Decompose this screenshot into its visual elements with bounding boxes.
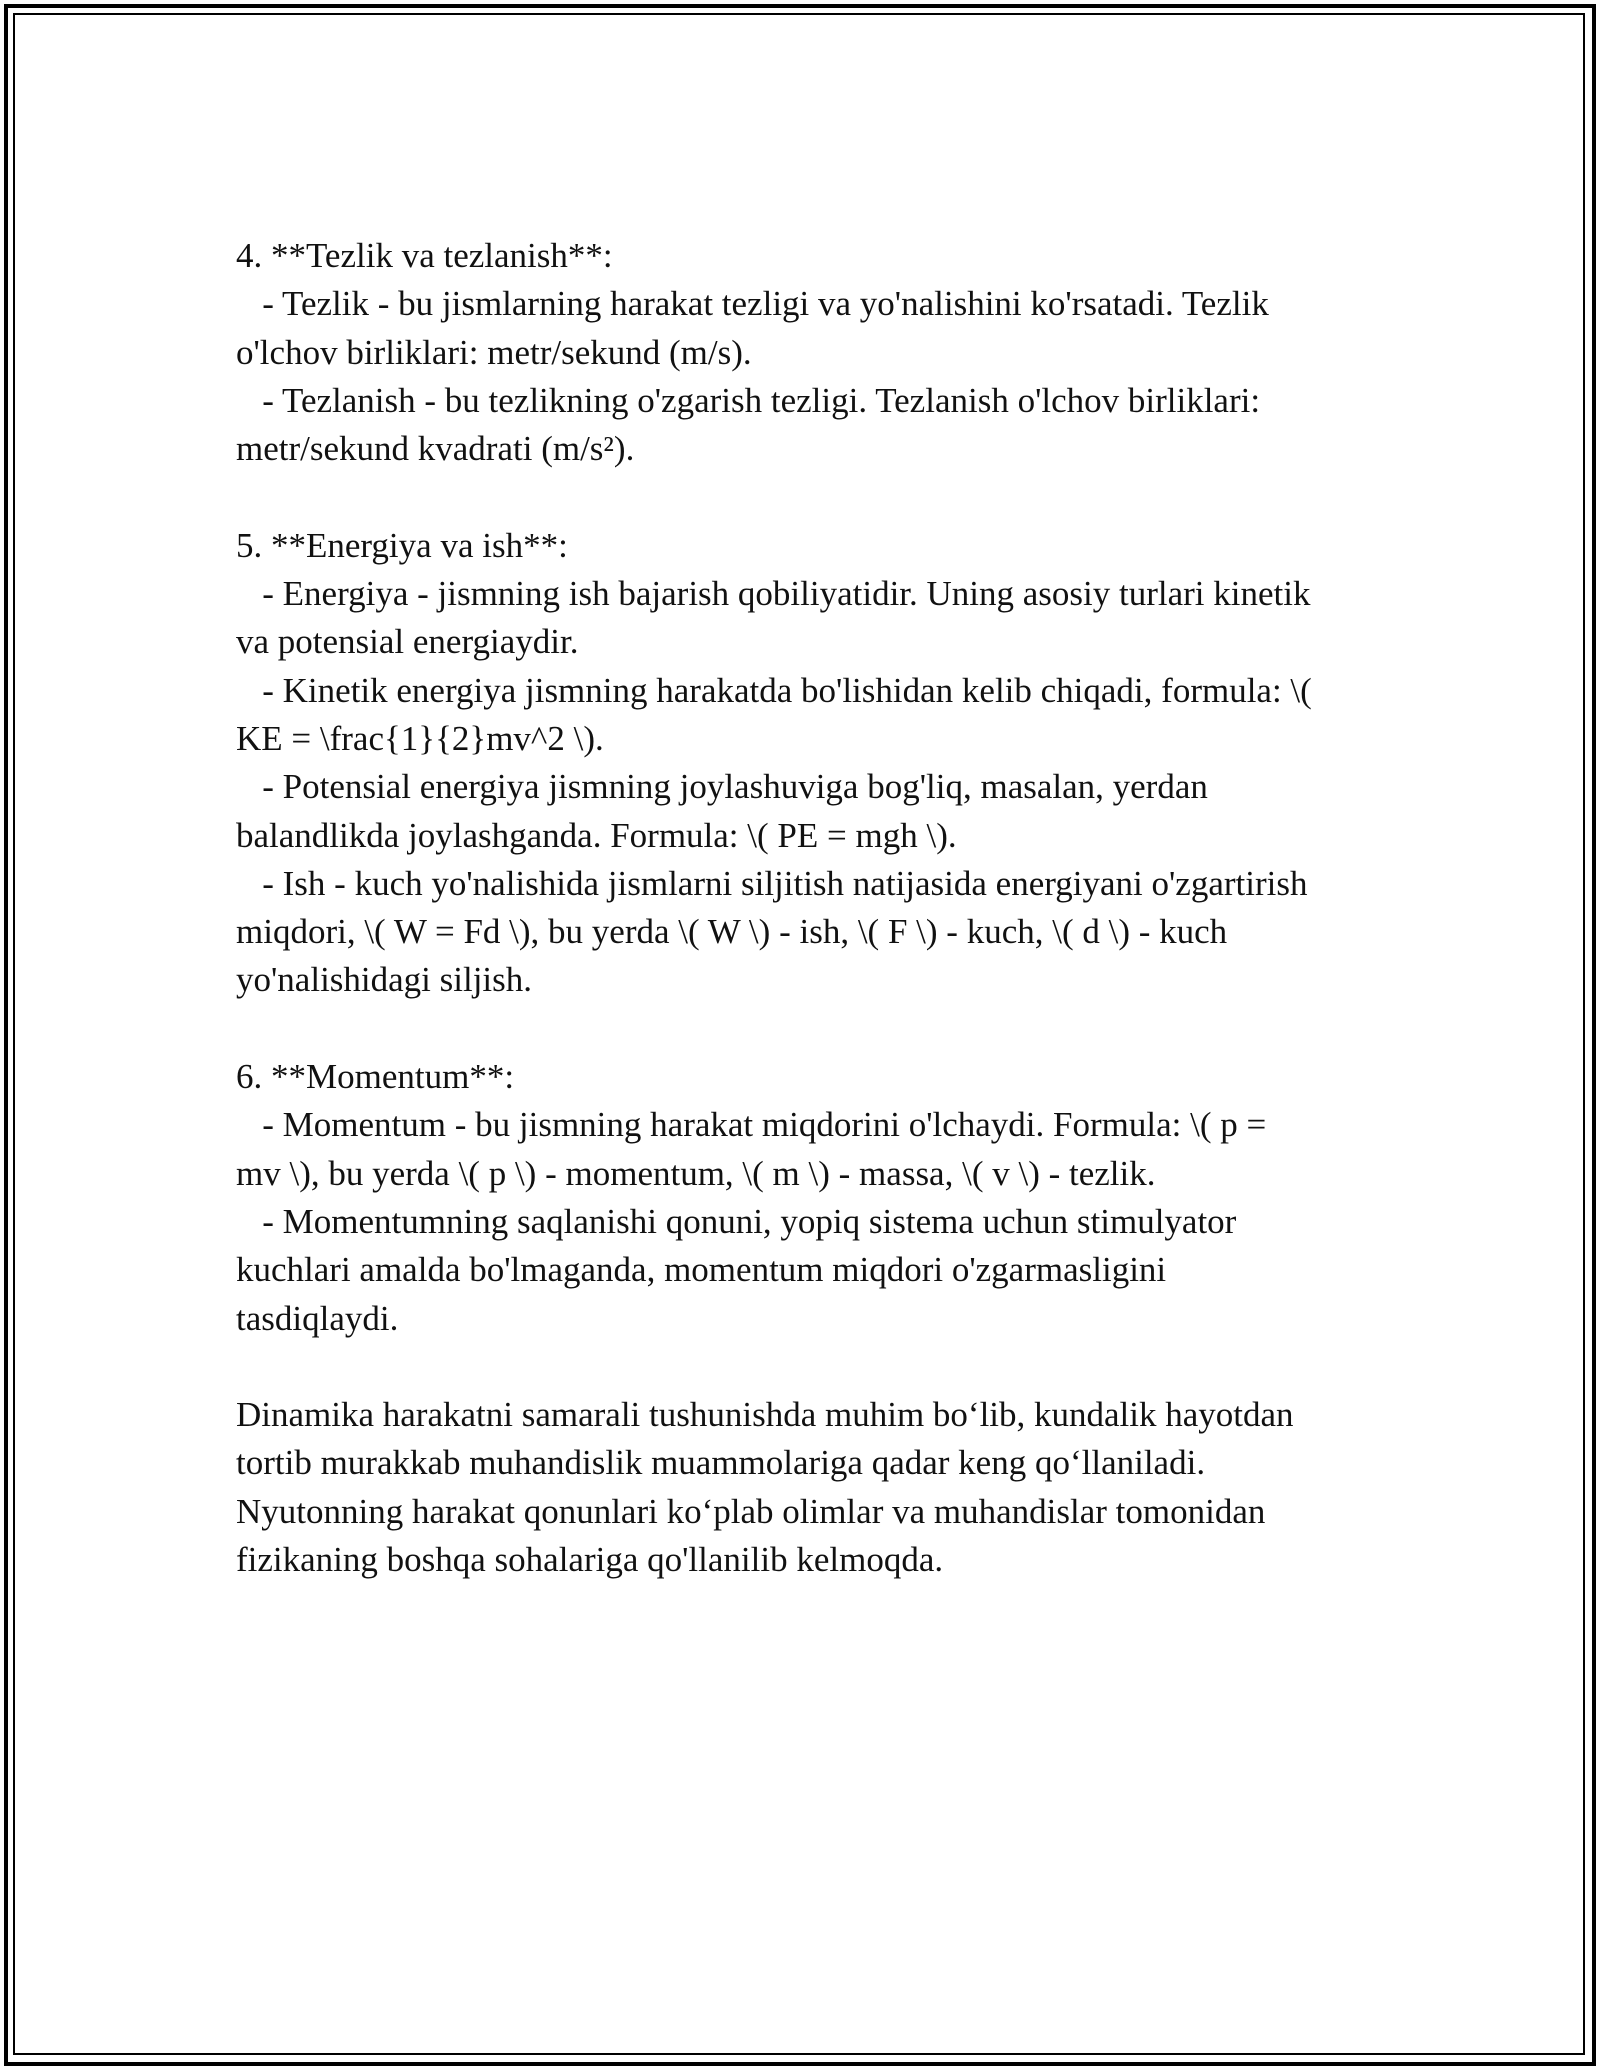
section-conclusion (236, 1391, 1376, 1584)
text-line: tasdiqlaydi. (236, 1298, 399, 1338)
section-tezlik-va-tezlanish (236, 232, 1376, 473)
section-heading: 4. **Tezlik va tezlanish**: (236, 236, 613, 275)
document-body (236, 232, 1376, 1584)
paragraph-spacer (236, 1343, 1376, 1391)
text-line: Dinamika harakatni samarali tushunishda muhim bo‘lib, kundalik hayotdan (236, 1395, 1294, 1435)
text-line: - Tezlik - bu jismlarning harakat tezligi va yo'nalishini ko'rsatadi. Tezlik (236, 284, 1269, 324)
text-line: balandlikda joylashganda. Formula: \( PE = mgh \). (236, 815, 957, 855)
text-line: fizikaning boshqa sohalariga qo'llanilib kelmoqda. (236, 1540, 944, 1580)
paragraph-spacer (236, 473, 1376, 521)
text-line: - Tezlanish - bu tezlikning o'zgarish tezligi. Tezlanish o'lchov birliklari: (236, 380, 1261, 420)
text-line: o'lchov birliklari: metr/sekund (m/s). (236, 332, 752, 372)
section-heading: 5. **Energiya va ish**: (236, 525, 568, 565)
section-energiya-va-ish (236, 522, 1376, 1005)
text-line: miqdori, \( W = Fd \), bu yerda \( W \) - ish, \( F \) - kuch, \( d \) - kuch (236, 912, 1228, 952)
text-line: mv \), bu yerda \( p \) - momentum, \( m \) - massa, \( v \) - tezlik. (236, 1153, 1156, 1193)
section-heading: 6. **Momentum**: (236, 1057, 515, 1097)
text-line: metr/sekund kvadrati (m/s²). (236, 429, 635, 469)
text-line: va potensial energiaydir. (236, 622, 579, 662)
text-line: - Potensial energiya jismning joylashuviga bog'liq, masalan, yerdan (236, 767, 1208, 807)
text-line: - Ish - kuch yo'nalishida jismlarni siljitish natijasida energiyani o'zgartirish (236, 863, 1308, 903)
paragraph-spacer (236, 1005, 1376, 1053)
text-line: - Kinetik energiya jismning harakatda bo'lishidan kelib chiqadi, formula: \( (236, 670, 1312, 710)
text-line: - Momentumning saqlanishi qonuni, yopiq sistema uchun stimulyator (236, 1201, 1237, 1241)
text-line: KE = \frac{1}{2}mv^2 \). (236, 718, 604, 758)
text-line: - Momentum - bu jismning harakat miqdorini o'lchaydi. Formula: \( p = (236, 1105, 1267, 1145)
text-line: Nyutonning harakat qonunlari ko‘plab olimlar va muhandislar tomonidan (236, 1491, 1266, 1531)
text-line: - Energiya - jismning ish bajarish qobiliyatidir. Uning asosiy turlari kinetik (236, 574, 1311, 614)
text-line: tortib murakkab muhandislik muammolariga qadar keng qo‘llaniladi. (236, 1443, 1206, 1483)
text-line: kuchlari amalda bo'lmaganda, momentum miqdori o'zgarmasligini (236, 1250, 1167, 1290)
text-line: yo'nalishidagi siljish. (236, 960, 533, 1000)
section-momentum (236, 1053, 1376, 1343)
